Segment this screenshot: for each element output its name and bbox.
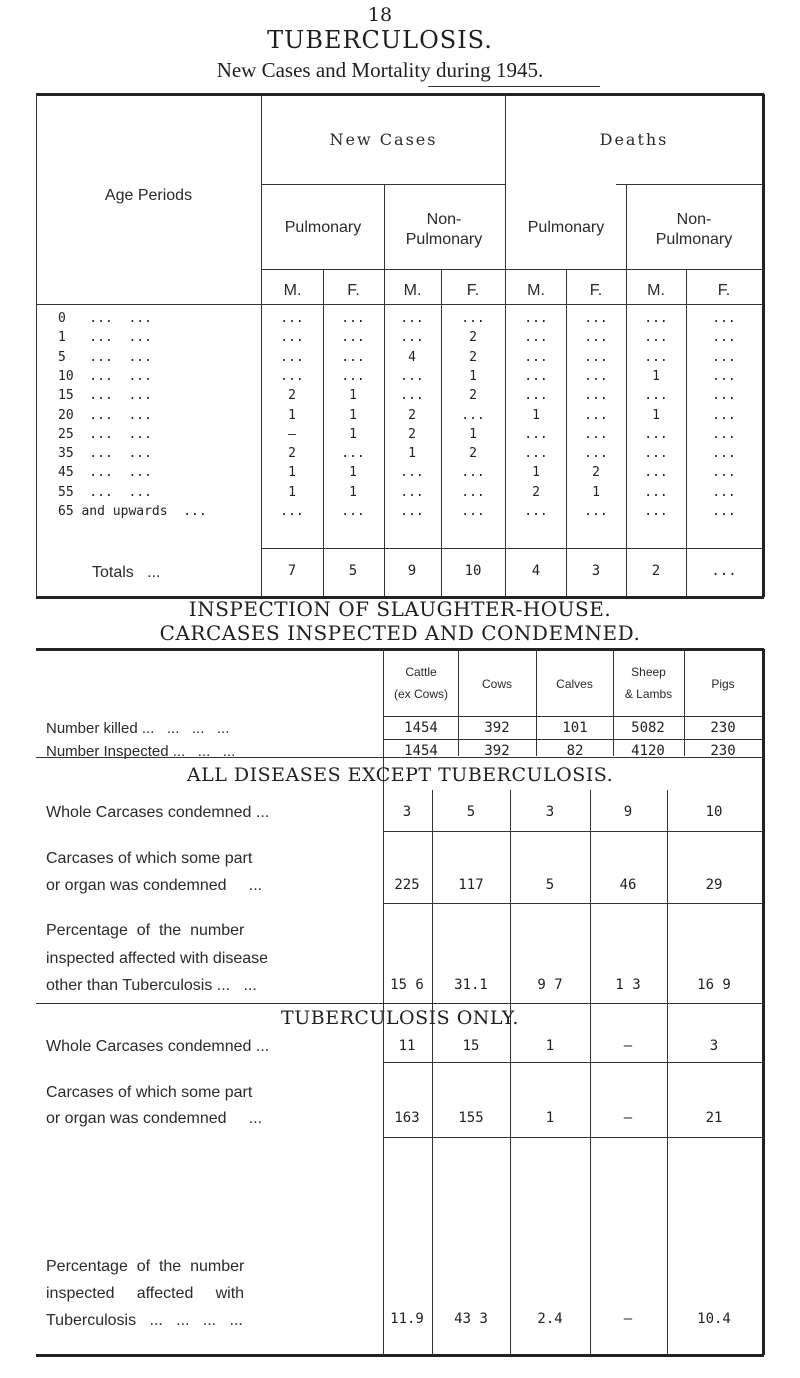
tb-table-cell: ... [584,349,608,365]
tb-table-cell: ... [400,388,424,404]
col-sheep-1: Sheep [631,665,666,679]
header-m: M. [527,282,545,299]
all-whole-cell: 9 [623,804,633,820]
tb-table-cell: 1 [469,368,477,384]
tb-table-cell: ... [400,504,424,519]
tb-pct-cell: — [623,1311,633,1327]
inspected-cell: 392 [484,743,510,759]
rule-header [384,716,762,717]
all-pct-label-1: Percentage of the number [46,922,245,939]
age-period-label: 0 ... ... [58,311,152,326]
col-divider-2b [432,790,433,1355]
tb-table-cell: ... [712,368,736,384]
header-f: F. [589,282,603,299]
tb-table-cell: ... [341,330,365,346]
age-period-label: 65 and upwards ... [58,504,207,519]
totals-cell: ... [711,563,737,579]
tb-table-cell: 2 [288,388,296,404]
tb-table-cell: ... [341,446,365,462]
col-divider-5b [667,790,668,1355]
tb-table-cell: ... [400,465,424,481]
all-part-cell: 117 [458,877,484,893]
tb-whole-cell: 1 [545,1038,555,1054]
all-pct-cell: 16 9 [697,977,731,993]
tb-whole-cell: — [623,1038,633,1054]
rule-header-bottom [37,304,762,305]
age-period-label: 45 ... ... [58,465,152,481]
killed-cell: 230 [710,720,736,736]
header-new-cases: New Cases [329,130,438,149]
header-new-nonpulmonary-1: Non- [426,211,462,228]
tb-table-cell: ... [584,388,608,404]
tb-whole-cell: 3 [709,1038,719,1054]
tb-table-cell: 1 [469,426,477,442]
col-calves: Calves [556,677,593,691]
slaughter-title: INSPECTION OF SLAUGHTER-HOUSE. [188,597,612,621]
age-period-label: 20 ... ... [58,407,152,423]
header-death-nonpulmonary-2: Pulmonary [655,231,733,248]
tb-table-cell: ... [712,407,736,423]
tb-table-cell: ... [400,484,424,500]
tb-table-cell: ... [280,349,304,365]
all-pct-label-3: other than Tuberculosis ... ... [46,977,257,994]
header-m: M. [283,282,302,299]
rule-all-part [384,903,762,904]
tb-table-cell: ... [524,446,548,462]
subtitle-underline [428,86,600,87]
age-period-label: 10 ... ... [58,368,152,384]
killed-cell: 101 [562,720,588,736]
tb-table-cell: ... [644,426,668,442]
tb-table-cell: ... [644,465,668,481]
col-divider-4b [590,790,591,1355]
tb-table-cell: ... [584,311,608,326]
all-pct-cell: 31.1 [454,977,488,993]
tb-table-cell: 2 [469,330,477,346]
tb-whole-cell: 15 [462,1038,480,1054]
slaughter-top-rule [36,648,764,651]
tb-table-cell: ... [461,484,485,500]
divider-mf-4 [686,270,687,596]
header-f: F. [717,282,731,299]
rule-all-pct [36,1003,764,1004]
totals-label-text: Totals ... [92,564,161,581]
totals-cell: 10 [464,563,482,579]
killed-cell: 392 [484,720,510,736]
tb-table-cell: ... [712,330,736,346]
tb-part-cell: 155 [458,1110,484,1126]
tb-part-cell: 21 [705,1110,723,1126]
divider-mf-2 [441,270,442,596]
tb-table-cell: 2 [469,446,477,462]
all-whole-cell: 3 [402,804,412,820]
rule-all-whole [384,831,762,832]
divider-new-deaths [505,94,506,596]
inspected-label: Number Inspected ... ... ... [46,743,236,760]
inspected-cell: 82 [566,743,584,759]
divider-mf-3 [566,270,567,596]
all-part-cell: 29 [705,877,723,893]
tb-table-cell: ... [524,311,548,326]
tb-table-cell: ... [341,311,365,326]
tb-table-cell: ... [400,330,424,346]
tb-table-cell: ... [644,504,668,519]
tb-table-cell: ... [280,311,304,326]
tb-table-cell: ... [280,330,304,346]
divider-age [261,94,262,596]
tb-table-cell: ... [644,388,668,404]
tb-table-cell: ... [524,330,548,346]
age-period-label: 25 ... ... [58,426,152,442]
tb-pct-label-3: Tuberculosis ... ... ... ... [46,1312,243,1329]
tb-table-cell: 1 [349,465,357,481]
tb-table-top-rule [36,93,764,96]
tb-table-cell: ... [644,484,668,500]
tb-table-cell: ... [524,504,548,519]
tb-table-cell: ... [461,407,485,423]
totals-cell: 2 [651,563,661,579]
header-death-nonpulmonary-1: Non- [676,211,712,228]
tb-pct-cell: 10.4 [697,1311,731,1327]
header-age-periods: Age Periods [104,187,193,204]
rule-totals [262,548,762,549]
tb-table-cell: 1 [532,407,540,423]
all-whole-label: Whole Carcases condemned ... [46,804,270,821]
header-new-pulmonary: Pulmonary [284,219,362,236]
age-period-label: 55 ... ... [58,484,152,500]
tb-table-cell: 1 [408,446,416,462]
divider-mf-1 [323,270,324,596]
col-divider-1 [383,649,384,1355]
all-pct-cell: 1 3 [615,977,641,993]
tb-table-cell: ... [712,504,736,519]
header-death-pulmonary: Pulmonary [527,219,605,236]
inspected-cell: 230 [710,743,736,759]
header-f: F. [347,282,360,299]
tb-table-cell: ... [461,311,485,326]
all-pct-cell: 15 6 [390,977,424,993]
tb-table-cell: 2 [469,388,477,404]
inspected-cell: 4120 [631,743,665,759]
col-pigs: Pigs [711,677,735,691]
tb-whole-cell: 11 [398,1038,416,1054]
tb-part-label-2: or organ was condemned ... [46,1110,263,1127]
page-number: 18 [367,4,393,26]
killed-cell: 1454 [404,720,438,736]
tb-table-cell: 2 [592,465,600,481]
age-period-label: 5 ... ... [58,349,152,365]
tb-table-cell: ... [712,484,736,500]
header-m: M. [647,282,665,299]
header-deaths: Deaths [599,130,669,149]
slaughter-subtitle: CARCASES INSPECTED AND CONDEMNED. [159,621,641,645]
tb-table-cell: ... [461,504,485,519]
tb-table-cell: ... [584,504,608,519]
tb-table-cell: 4 [408,349,416,365]
tb-table-cell: ... [644,349,668,365]
tb-table-cell: ... [644,446,668,462]
tb-table-cell: ... [524,426,548,442]
tb-table-cell: 2 [532,484,540,500]
tb-pct-cell: 2.4 [537,1311,563,1327]
tb-table-cell: 1 [288,484,296,500]
tb-table-cell: ... [400,311,424,326]
tb-table-cell: ... [341,349,365,365]
tb-table-cell: 1 [288,465,296,481]
tb-table-right-border [762,94,765,597]
all-part-cell: 5 [545,877,555,893]
tb-table-cell: 1 [652,407,660,423]
tb-table-cell: ... [584,368,608,384]
tb-table-cell: 1 [349,484,357,500]
tb-whole-label: Whole Carcases condemned ... [46,1038,270,1055]
rule-tb-whole [384,1062,762,1063]
killed-cell: 5082 [631,720,665,736]
tb-table-cell: ... [712,426,736,442]
page-subtitle: New Cases and Mortality during 1945. [216,58,544,82]
tb-pct-cell: 43 3 [454,1311,488,1327]
rule-tb-part [384,1137,762,1138]
tb-table-cell: ... [644,330,668,346]
rule-mf [262,269,762,270]
tb-table-cell: ... [280,504,304,519]
totals-cell: 4 [531,563,541,579]
tb-table-cell: ... [524,368,548,384]
rule-deaths-sub [616,184,762,185]
age-period-label: 35 ... ... [58,446,152,462]
section-tb-only: TUBERCULOSIS ONLY. [281,1007,519,1029]
tb-table-cell: 1 [349,407,357,423]
tb-pct-cell: 11.9 [390,1311,424,1327]
slaughter-right-border [762,649,765,1355]
tb-table-cell: ... [584,426,608,442]
tb-table-cell: 2 [408,426,416,442]
col-sheep-2: & Lambs [624,687,673,701]
all-whole-cell: 3 [545,804,555,820]
tb-part-cell: 163 [394,1110,420,1126]
tb-table-cell: ... [341,504,365,519]
col-cows: Cows [481,677,512,691]
all-part-label-1: Carcases of which some part [46,850,253,867]
inspected-cell: 1454 [404,743,438,759]
tb-table-left-border [36,94,37,597]
tb-table-cell: ... [400,368,424,384]
tb-table-cell: ... [280,368,304,384]
tb-table-cell: ... [644,311,668,326]
all-pct-label-2: inspected affected with disease [46,950,269,967]
tb-table-cell: ... [524,388,548,404]
tb-table-cell: ... [461,465,485,481]
totals-cell: 3 [591,563,601,579]
all-whole-cell: 5 [466,804,476,820]
totals-cell: 7 [287,563,297,579]
header-f: F. [466,282,480,299]
tb-table-cell: ... [584,407,608,423]
tb-table-cell: 1 [652,368,660,384]
slaughter-bottom-rule [36,1354,764,1357]
killed-label: Number killed ... ... ... ... [46,720,230,737]
tb-table-cell: ... [341,368,365,384]
tb-table-cell: ... [712,446,736,462]
all-part-cell: 46 [619,877,637,893]
tb-table-cell: 2 [469,349,477,365]
tb-part-label-1: Carcases of which some part [46,1084,253,1101]
rule-killed [384,739,762,740]
totals-cell: 9 [407,563,417,579]
tb-table-cell: 1 [349,388,357,404]
all-part-cell: 225 [394,877,420,893]
age-period-label: 15 ... ... [58,388,152,404]
page-title: TUBERCULOSIS. [267,26,493,54]
tb-table-cell: 2 [408,407,416,423]
totals-cell: 5 [348,563,358,579]
header-m: M. [403,282,422,299]
tb-pct-label-1: Percentage of the number [46,1258,245,1275]
all-part-label-2: or organ was condemned ... [46,877,263,894]
age-period-label: 1 ... ... [58,330,152,346]
tb-table-cell: 1 [592,484,600,500]
col-divider-3b [510,790,511,1355]
col-cattle-1: Cattle [405,665,437,679]
tb-table-cell: 1 [532,465,540,481]
all-whole-cell: 10 [705,804,723,820]
tb-table-cell: 2 [288,446,296,462]
tb-table-cell: ... [712,349,736,365]
tb-table-cell: ... [712,311,736,326]
tb-table-cell: ... [712,465,736,481]
header-new-nonpulmonary-2: Pulmonary [405,231,483,248]
col-cattle-2: (ex Cows) [393,687,448,701]
tb-table-cell: 1 [288,407,296,423]
section-all-diseases: ALL DISEASES EXCEPT TUBERCULOSIS. [186,764,614,786]
tb-table-cell: — [288,426,296,442]
tb-table-cell: ... [584,330,608,346]
tb-part-cell: — [623,1110,633,1126]
tb-pct-label-2: inspected affected with [46,1285,245,1302]
tb-table-cell: ... [712,388,736,404]
tb-table-cell: 1 [349,426,357,442]
tb-table-cell: ... [584,446,608,462]
tb-table-cell: ... [524,349,548,365]
tb-part-cell: 1 [545,1110,555,1126]
all-pct-cell: 9 7 [537,977,563,993]
